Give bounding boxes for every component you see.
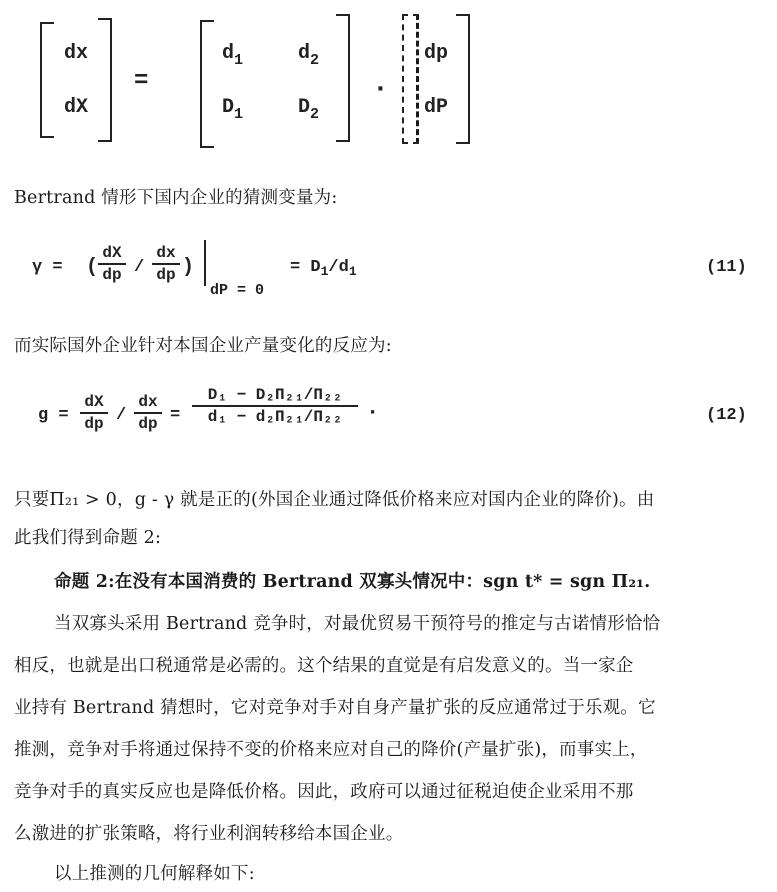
rhs-dp: dp [424, 42, 449, 65]
eq11-close-paren: ) [182, 256, 195, 279]
eq12-frac1-num: dX [84, 393, 104, 411]
eq11-open-paren: ( [86, 256, 99, 279]
mid-left-bracket [200, 20, 214, 148]
eq12-big-frac [192, 386, 358, 426]
mid-r2c1: $D_1$ [222, 96, 244, 123]
lhs-dx: dx [64, 42, 89, 65]
rhs-dP: dP [424, 96, 449, 119]
eq12-frac2-num: dx [138, 393, 158, 411]
matrix-equals: = [134, 68, 149, 95]
rhs-left-bracket [402, 14, 419, 144]
para2-line3: 业持有 Bertrand 猜想时，它对竞争对手对自身产量扩张的反应通常过于乐观。它 [14, 698, 656, 718]
mid-r2c2: $D_2$ [298, 96, 320, 123]
eq11-frac2 [152, 244, 180, 284]
para2-line2: 相反，也就是出口税通常是必需的。这个结果的直觉是有启发意义的。当一家企 [14, 656, 634, 676]
eq11-number: (11) [706, 258, 747, 277]
eq12-frac2 [134, 393, 162, 433]
eq11-frac1 [98, 244, 126, 284]
eq12-frac1 [80, 393, 108, 433]
eq12-big-num: D₁ − D₂Π₂₁/Π₂₂ [207, 386, 343, 404]
lhs-left-bracket [40, 22, 54, 138]
lhs-dX: dX [64, 96, 89, 119]
eq12-big-den: d₁ − d₂Π₂₁/Π₂₂ [207, 408, 343, 426]
eq12-equals: = [170, 406, 181, 425]
eq11-result: = $D_1/d_1$ [290, 258, 357, 279]
eq11-slash: / [134, 258, 145, 277]
eq12-lhs: g = [38, 406, 69, 425]
eq12-frac2-den: dp [138, 415, 158, 433]
text-bertrand-conjecture: Bertrand 情形下国内企业的猜测变量为: [14, 188, 338, 208]
eq11-lhs: γ = [32, 258, 63, 277]
proposition-2: 命题 2:在没有本国消费的 Bertrand 双寡头情况中：sgn t* = sgn Π₂₁. [54, 572, 651, 592]
para1-line1: 只要Π₂₁ > 0，g - γ 就是正的(外国企业通过降低价格来应对国内企业的降价)。由 [14, 490, 655, 510]
para2-line4: 推测，竞争对手将通过保持不变的价格来应对自己的降价(产量扩张)，而事实上， [14, 740, 648, 760]
eq11-eval-bar [204, 240, 206, 286]
eq11-frac2-den: dp [156, 266, 176, 284]
eq11-frac1-den: dp [102, 266, 122, 284]
mid-r1c2: $d_2$ [298, 42, 320, 69]
mid-r1c1: $d_1$ [222, 42, 244, 69]
mid-right-bracket [336, 14, 350, 142]
para2-line1: 当双寡头采用 Bertrand 竞争时，对最优贸易干预符号的推定与古诺情形恰恰 [54, 614, 661, 634]
eq12-frac1-den: dp [84, 415, 104, 433]
para2-line6: 么激进的扩张策略，将行业利润转移给本国企业。 [14, 824, 404, 844]
text-foreign-reaction: 而实际国外企业针对本国企业产量变化的反应为: [14, 336, 392, 356]
eq12-slash: / [116, 406, 127, 425]
eq12-dot: · [366, 400, 380, 425]
para3: 以上推测的几何解释如下: [54, 864, 255, 884]
rhs-right-bracket [456, 14, 470, 144]
para2-line5: 竞争对手的真实反应也是降低价格。因此，政府可以通过征税迫使企业采用不那 [14, 782, 634, 802]
eq11-frac1-num: dX [102, 244, 122, 262]
matrix-dot: · [372, 74, 389, 105]
lhs-right-bracket [98, 18, 112, 142]
eq12-number: (12) [706, 406, 747, 425]
eq11-frac2-num: dx [156, 244, 176, 262]
eq11-condition: dP = 0 [210, 282, 265, 299]
para1-line2: 此我们得到命题 2: [14, 528, 162, 548]
